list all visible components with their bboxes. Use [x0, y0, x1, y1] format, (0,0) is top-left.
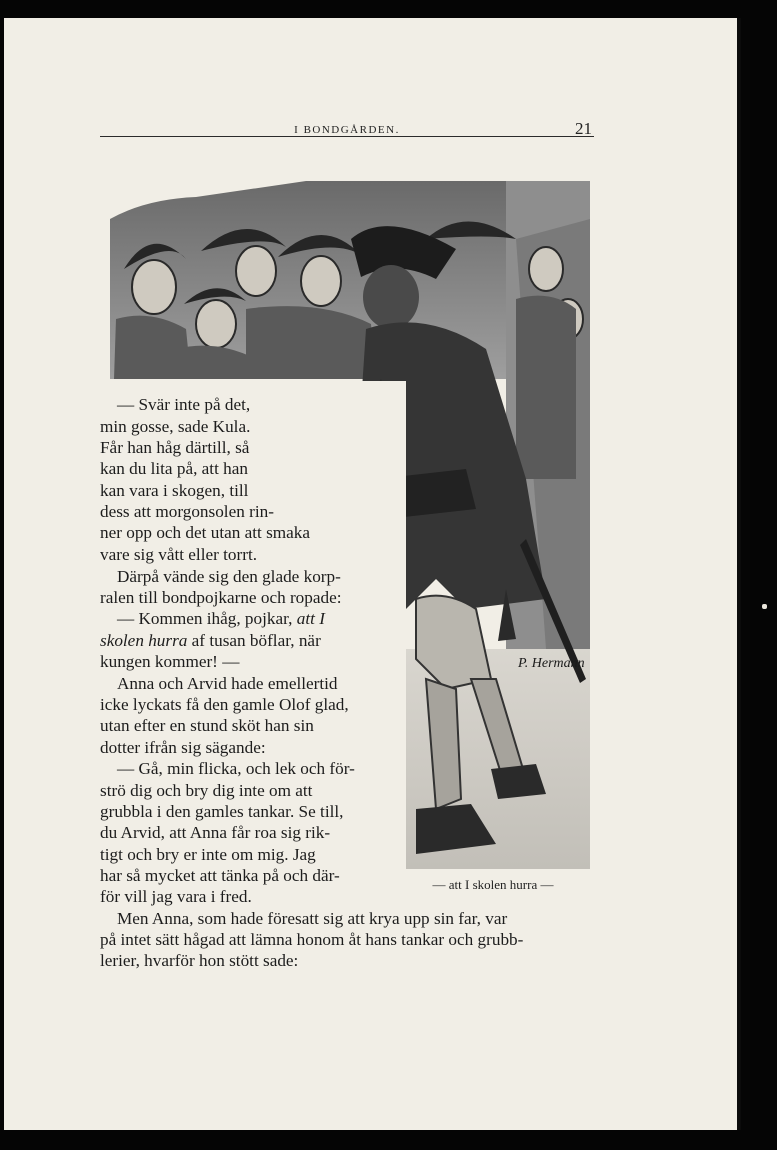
text-line: ner opp och det utan att smaka — [100, 523, 311, 542]
italic-text: att I — [296, 609, 325, 628]
text-line: Anna och Arvid hade emellertid — [117, 674, 338, 693]
text-line: på intet sätt hågad att lämna honom åt hans tankar och grubb- — [100, 930, 524, 949]
text-line: vare sig vått eller torrt. — [100, 545, 258, 564]
text-line: dess att morgonsolen rin- — [100, 502, 274, 521]
text-line: Men Anna, som hade föresatt sig att krya upp sin far, var — [117, 909, 508, 928]
text-line — [100, 630, 321, 651]
text-line: du Arvid, att Anna får roa sig rik- — [100, 823, 331, 842]
text-line: Får han håg därtill, så — [100, 438, 250, 457]
page-edge-shadow — [737, 18, 741, 1130]
page-number: 21 — [575, 119, 592, 138]
text-line: kan vara i skogen, till — [100, 481, 249, 500]
text-line: lerier, hvarför hon stött sade: — [100, 951, 299, 970]
text-line: utan efter en stund sköt han sin — [100, 716, 314, 735]
scan-speck — [762, 604, 767, 609]
text-line: dotter ifrån sig sägande: — [100, 738, 266, 757]
text-line: för vill jag vara i fred. — [100, 887, 252, 906]
illustration-signature: P. Hermann — [518, 656, 585, 671]
text-line: har så mycket att tänka på och där- — [100, 866, 340, 885]
text-line — [117, 608, 325, 629]
text-line: strö dig och bry dig inte om att — [100, 781, 313, 800]
text-line: tigt och bry er inte om mig. Jag — [100, 845, 316, 864]
text-line: Därpå vände sig den glade korp- — [117, 567, 341, 586]
text-line: ralen till bondpojkarne och ropade: — [100, 588, 342, 607]
text-line: kungen kommer! — — [100, 652, 240, 671]
text-segment: af tusan böflar, när — [191, 631, 321, 650]
text-line: min gosse, sade Kula. — [100, 417, 251, 436]
italic-text: skolen hurra — [100, 631, 188, 650]
running-header — [100, 106, 594, 137]
text-line: grubbla i den gamles tankar. Se till, — [100, 802, 344, 821]
illustration-caption: — att I skolen hurra — — [432, 877, 554, 892]
running-title: I BONDGÅRDEN. — [294, 124, 400, 136]
text-line: kan du lita på, att han — [100, 459, 248, 478]
text-line: — Svär inte på det, — [117, 395, 251, 414]
text-line: — Gå, min flicka, och lek och för- — [117, 759, 355, 778]
text-line: icke lyckats få den gamle Olof glad, — [100, 695, 349, 714]
text-segment: — Kommen ihåg, pojkar, — [117, 609, 293, 628]
